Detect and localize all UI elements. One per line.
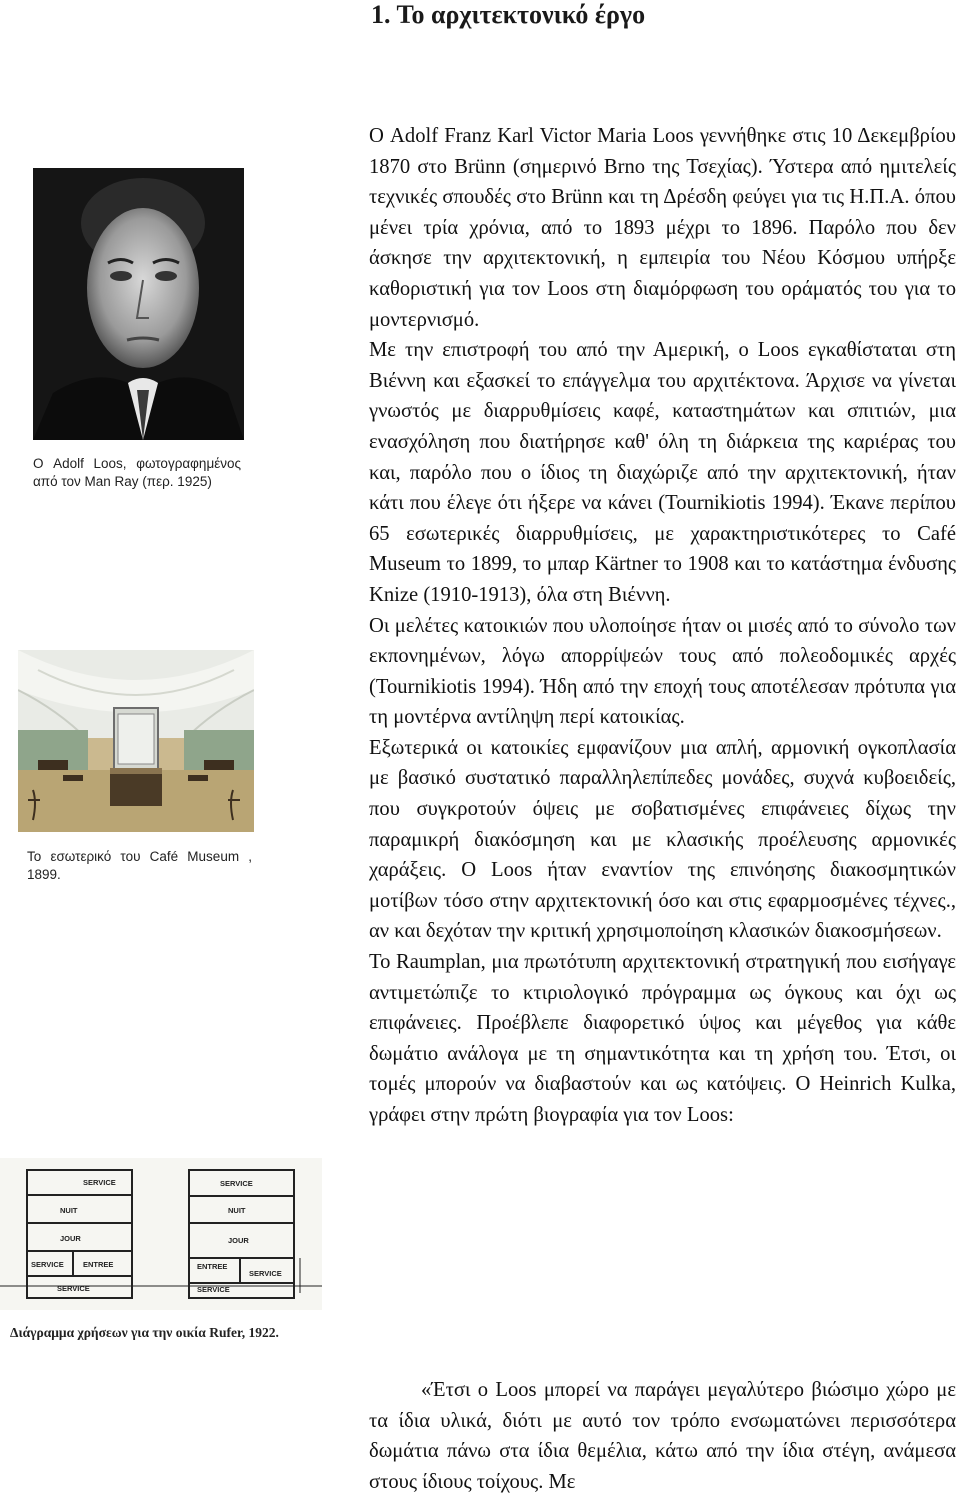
plan-label: SERVICE <box>197 1285 230 1294</box>
paragraph: Το Raumplan, μια πρωτότυπη αρχιτεκτονική στρατηγική που εισήγαγε αντιμετώπιζε το κτιριολογικό πρόγραμμα ως όγκους και όχι ως επιφάνειες. Προέβλεπε διαφορετικό ύψος και μέγεθος για κάθε δωμάτιο ανάλογα με τη σημαντικότητα και τη χρήση του. Έτσι, οι τομές μπορούν να διαβαστούν και ως κατόψεις. Ο Heinrich Kulka, γράφει στην πρώτη βιογραφία για τον Loos: <box>369 951 956 1126</box>
plan-label: JOUR <box>228 1236 249 1245</box>
cafe-caption: Το εσωτερικό του Café Museum , 1899. <box>27 849 252 882</box>
plan-label: SERVICE <box>83 1178 116 1187</box>
portrait-photo <box>33 168 244 440</box>
paragraph: Εξωτερικά οι κατοικίες εμφανίζουν μια απλή, αρμονική ογκοπλασία με βασικό συστατικό παραλληλεπίπεδες μονάδες, συχνά κυβοειδείς, που συγκροτούν όψεις με σοβατισμένες επιφάνειες δίχως την παραμικρή διακόσμηση και με κλασικής προέλευσης αρμονικές χαράξεις. Ο Loos ήταν εναντίον της επινόησης διακοσμητικών μοτίβων τόσο στην αρχιτεκτονική όσο και στις εφαρμοσμένες τέχνες., αν και δεχόταν την κριτική χρησιμοποίηση κλασικών διακοσμήσεων. <box>369 736 956 943</box>
plan-label: NUIT <box>60 1206 78 1215</box>
paragraph: Οι μελέτες κατοικιών που υλοποίησε ήταν οι μισές από το σύνολο των εκπονημένων, λόγω απορρίψεών τους από πολεοδομικές αρχές (Tournikiotis 1994). Ήδη από την εποχή τους αποτέλεσαν πρότυπα για τη μοντέρνα αντίληψη περί κατοικίας. <box>369 614 956 729</box>
body-text <box>369 121 956 1131</box>
plan-label: JOUR <box>60 1234 81 1243</box>
cafe-museum-photo <box>18 650 254 832</box>
plan-label: ENTREE <box>197 1262 228 1271</box>
quote-paragraph: «Έτσι ο Loos μπορεί να παράγει μεγαλύτερο βιώσιμο χώρο με τα ίδια υλικά, διότι με αυτό τον τρόπο ενσωματώνει περισσότερα δωμάτια πάνω στα ίδια θεμέλια, κάτω από την ίδια στέγη, ανάμεσα στους ίδιους τοίχους. Με <box>369 1379 956 1493</box>
plan-label: NUIT <box>228 1206 246 1215</box>
plan-label: SERVICE <box>31 1260 64 1269</box>
paragraph: Ο Adolf Franz Karl Victor Maria Loos γεννήθηκε στις 10 Δεκεμβρίου 1870 στο Brünn (σημερινό Brno της Τσεχίας). Ύστερα από ημιτελείς τεχνικές σπουδές στο Brünn και τη Δρέσδη φεύγει για τις Η.Π.Α. όπου μένει τρία χρόνια, από το 1893 μέχρι το 1896. Παρόλο που δεν άσκησε την αρχιτεκτονική, η εμπειρία του Νέου Κόσμου υπήρξε καθοριστική για τον Loos στη διαμόρφωση του οράματός του για το μοντερνισμό. <box>369 125 956 331</box>
plan-label: ENTREE <box>83 1260 114 1269</box>
diagram-caption: Διάγραμμα χρήσεων για την οικία Rufer, 1922. <box>10 1325 279 1340</box>
paragraph: Με την επιστροφή του από την Αμερική, ο Loos εγκαθίσταται στη Βιέννη και εξασκεί το επάγγελμα του αρχιτέκτονα. Άρχισε να γίνεται γνωστός με διαρρυθμίσεις καφέ, καταστημάτων και σπιτιών, μια ενασχόληση που διατήρησε καθ' όλη τη διάρκεια της καριέρας του και, παρόλο που ο ίδιος τη διαχώριζε από την αρχιτεκτονική, ήταν κάτι που έλεγε ότι ήξερε να κάνει (Tournikiotis 1994). Έκανε περίπου 65 εσωτερικές διαρρυθμίσεις, με χαρακτηριστικότερες το Café Museum το 1899, το μπαρ Kärtner το 1908 και το κατάστημα ένδυσης Knize (1910-1913), όλα στη Βιέννη. <box>369 339 956 606</box>
page-heading: 1. Το αρχιτεκτονικό έργο <box>371 0 646 29</box>
portrait-caption: Ο Adolf Loos, φωτογραφημένος από τον Man Ray (περ. 1925) <box>33 456 241 489</box>
rufer-house-diagram <box>0 1158 322 1310</box>
plan-label: SERVICE <box>57 1284 90 1293</box>
plan-label: SERVICE <box>220 1179 253 1188</box>
plan-label: SERVICE <box>249 1269 282 1278</box>
